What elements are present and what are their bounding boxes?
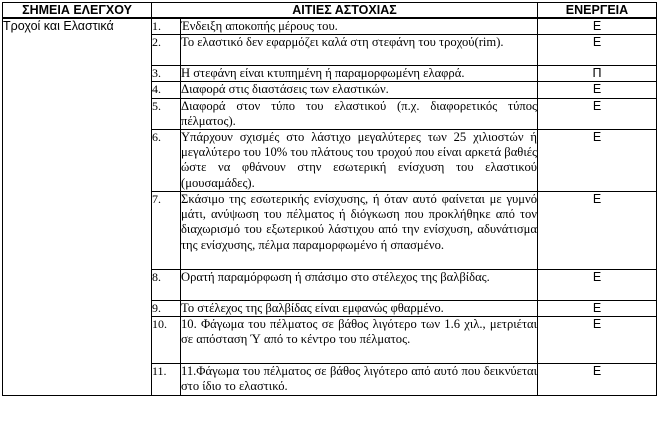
action-code: Ε [538, 98, 657, 129]
failure-cause: Το ελαστικό δεν εφαρμόζει καλά στη στεφάνη του τροχού(rim). [181, 35, 538, 66]
row-number: 8. [152, 270, 181, 301]
failure-cause: Το στέλεχος της βαλβίδας είναι εμφανώς φθαρμένο. [181, 301, 538, 317]
row-number: 6. [152, 130, 181, 192]
table-body [3, 18, 657, 395]
failure-cause: Υπάρχουν σχισμές στο λάστιχο μεγαλύτερες των 25 χιλιοστών ή μεγαλύτερο του 10% του πλάτους του τροχού που είναι αρκετά βαθιές ώστε να φθάνουν στην εσωτερική ενίσχυση του ελαστικού (μουσαμάδες). [181, 130, 537, 190]
row-number: 4. [152, 82, 181, 98]
action-code: Ε [538, 192, 657, 270]
action-code: Ε [538, 317, 657, 364]
failure-cause: Σκάσιμο της εσωτερικής ενίσχυσης, ή όταν αυτό φαίνεται με γυμνό μάτι, ανύψωση του πέλματος ή διόγκωση που προκλήθηκε από τον διαχωρισμό του εξωτερικού λάστιχου από την ενίσχυση, αδυνάτισμα της ενίσχυσης, πέλμα παραμορφωμένο ή σπασμένο. [181, 192, 538, 270]
inspection-table [2, 2, 657, 396]
action-code: Ε [538, 364, 657, 395]
failure-cause: Ένδειξη αποκοπής μέρους του. [181, 18, 538, 35]
action-code: Π [538, 66, 657, 82]
table-row [3, 18, 657, 35]
failure-cause: Διαφορά στις διαστάσεις των ελαστικών. [181, 82, 538, 98]
failure-cause: 10. Φάγωμα του πέλματος σε βάθος λιγότερο των 1.6 χιλ., μετριέται σε απόσταση Ύ από το κέντρο του πέλματος. [181, 317, 538, 364]
row-number: 5. [152, 98, 181, 129]
header-action: ΕΝΕΡΓΕΙΑ [538, 3, 657, 19]
failure-cause: Ορατή παραμόρφωση ή σπάσιμο στο στέλεχος της βαλβίδας. [181, 270, 538, 301]
action-code: Ε [538, 35, 657, 66]
action-code: Ε [538, 18, 657, 35]
failure-cause: Διαφορά στον τύπο του ελαστικού (π.χ. διαφορετικός τύπος πέλματος). [181, 98, 537, 128]
action-code: Ε [538, 130, 657, 192]
row-number: 1. [152, 18, 181, 35]
failure-cause: Η στεφάνη είναι κτυπημένη ή παραμορφωμένη ελαφρά. [181, 66, 538, 82]
row-number: 3. [152, 66, 181, 82]
row-number: 10. [152, 317, 181, 364]
failure-cause: 11.Φάγωμα του πέλματος σε βάθος λιγότερο από αυτό που δεικνύεται στο ίδιο το ελαστικό. [181, 364, 537, 394]
action-code: Ε [538, 82, 657, 98]
row-number: 2. [152, 35, 181, 66]
header-row [3, 3, 657, 19]
header-failure-causes: ΑΙΤΙΕΣ ΑΣΤΟΧΙΑΣ [152, 3, 538, 19]
action-code: Ε [538, 301, 657, 317]
check-point-label: Τροχοί και Ελαστικά [3, 18, 152, 395]
action-code: Ε [538, 270, 657, 301]
header-check-points: ΣΗΜΕΙΑ ΕΛΕΓΧΟΥ [3, 3, 152, 19]
row-number: 7. [152, 192, 181, 270]
row-number: 9. [152, 301, 181, 317]
row-number: 11. [152, 364, 181, 395]
